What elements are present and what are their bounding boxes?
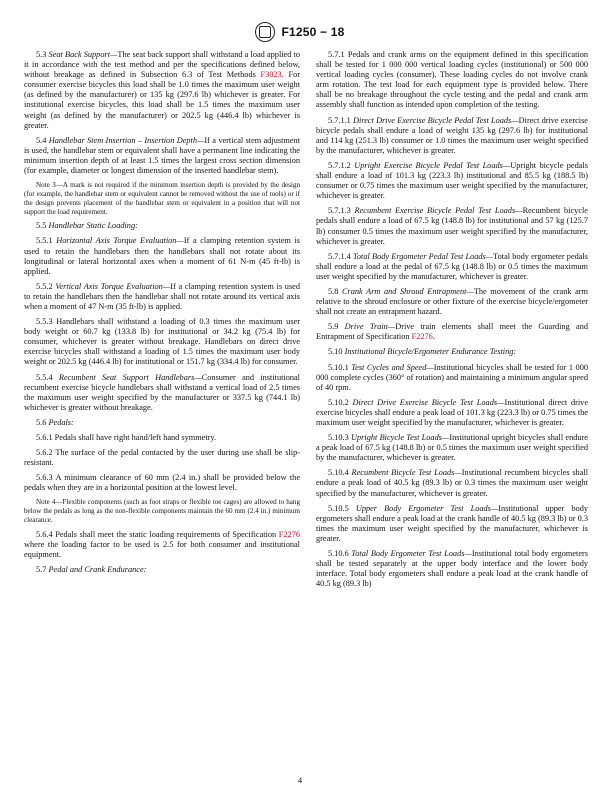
section-number: 5.7.1.3 [328, 206, 351, 216]
section-text: A minimum clearance of 60 mm (2.4 in.) shall be provided below the pedals when they are in a horizontal position at the lowest level. [24, 473, 300, 493]
section-number: 5.8 [328, 286, 339, 296]
section-text: If a clamping retention system is used to retain the handlebars then the handlebars shall not rotate about its longitudinal or lateral horizontal axes when a moment of 61 N-m (45 ft-lb) is applied. [24, 236, 300, 276]
section-title: Upright Exercise Bicycle Pedal Test Loads— [354, 160, 511, 170]
section-text: Drive train elements shall meet the Guarding and Entrapment of Specification [316, 322, 588, 342]
section-5-7-1-3 [316, 206, 588, 246]
section-text: The movement of the crank arm relative to the shroud enclosure or other fixture of the exercise bicycle/ergometer shall not create an entrapment hazard. [316, 286, 588, 317]
standard-reference-link[interactable]: F2276 [278, 529, 300, 539]
section-text: Upright bicycle pedals shall endure a load of 101.3 kg (223.3 lb) institutional and 85.5 kg (188.5 lb) consumer or 0.75 times the maximum user weight specified by the manufacturer, whichever is greater. [316, 160, 588, 201]
section-number: 5.10.5 [328, 503, 349, 513]
section-text: If a vertical stem adjustment is used, the handlebar stem or equivalent shall have a permanent line indicating the minimum insertion depth of at least 1.5 times the largest cross section dimension (for example, diameter or longest dimension of the inserted handlebar stem). [24, 135, 300, 176]
section-number: 5.6.3 [36, 473, 53, 483]
section-5-5-3 [24, 317, 300, 367]
section-number: 5.3 [36, 50, 47, 59]
section-title: Total Body Ergometer Test Loads— [351, 549, 472, 559]
section-number: 5.7.1 [328, 50, 345, 59]
section-text-continued: . For consumer exercise bicycles this load shall be 1.0 times the maximum user weight (as defined by the manufacturer) or 135 kg (297.6 lb) whichever is greater. For institutional exercise bicycles, this load shall be 1.5 times the maximum user weight (as defined by the manufacturer) or 202.5 kg (446.4 lb) whichever is greater. [24, 70, 300, 130]
section-title: Direct Drive Exercise Bicycle Pedal Test Loads— [353, 115, 519, 125]
section-text: Consumer and institutional recumbent exercise bicycle handlebars shall withstand a vertical load of 2.5 times the maximum user weight specified by the manufacturer or 337.5 kg (744.1 lb) whichever is greater without breakage. [24, 372, 300, 412]
section-5-7 [24, 565, 300, 575]
section-number: 5.5.2 [36, 281, 53, 291]
section-number: 5.10 [328, 347, 343, 357]
section-title: Vertical Axis Torque Evaluation— [55, 281, 171, 291]
section-number: 5.7.1.4 [328, 251, 351, 261]
section-5-6-4 [24, 530, 300, 560]
section-number: 5.10.1 [328, 362, 349, 372]
section-5-10-3 [316, 433, 588, 463]
left-column [24, 50, 300, 580]
section-number: 5.5.1 [36, 236, 53, 246]
astm-logo-icon [255, 22, 275, 42]
section-text-continued: where the loading factor to be used is 2.5 for both consumer and institutional equipment. [24, 539, 300, 560]
section-5-5-2 [24, 282, 300, 312]
section-5-10-1 [316, 363, 588, 393]
section-number: 5.6.2 [36, 448, 53, 458]
note-note3: Note 3—A mark is not required if the minimum insertion depth is provided by the design (for example, the handlebar stem or equivalent cannot be removed without the use of tools) or if the design prevents placement of the handlebar stem or equivalent in a position that will not support the load requirement. [24, 181, 300, 216]
section-text: Institutional upper body ergometers shall endure a peak load at the crank handle of 40.5 kg (89.3 lb) or 0.3 times the maximum user weight specified by the manufacturer, whichever is greater. [316, 503, 589, 543]
section-5-3 [24, 50, 300, 131]
section-5-9 [316, 322, 588, 342]
section-text: Institutional recumbent bicycles shall endure a peak load of 40.5 kg (89.3 lb) or 0.3 times the maximum user weight specified by the manufacturer, whichever is greater. [316, 468, 589, 498]
section-text: Total body ergometer pedals shall endure a load at the pedal of 67.5 kg (148.8 lb) or 0.5 times the maximum user weight specified by the manufacturer, whichever is greater. [316, 251, 588, 281]
standard-reference-link[interactable]: F3023 [260, 70, 282, 80]
section-text-continued: . [432, 332, 435, 342]
section-number: 5.6 [36, 417, 47, 427]
section-text: Recumbent bicycle pedals shall endure a load of 67.5 kg (148.8 lb) for institutional and 57 kg (125.7 lb) consumer 0.5 times the maximum user weight specified by the manufacturer, whichever is greater. [316, 206, 588, 246]
section-number: 5.10.4 [328, 468, 349, 478]
section-5-10 [316, 347, 588, 357]
section-5-7-1-2 [316, 161, 588, 201]
section-text: Institutional total body ergometers shall be tested separately at the upper body interface and the lower body interface. Total body ergometers shall endure a peak load at the crank handle of 40.5 kg (89.3 lb) [316, 549, 588, 589]
section-title: Pedals: [48, 417, 74, 427]
section-number: 5.10.3 [328, 433, 349, 443]
section-5-6-3 [24, 473, 300, 493]
section-5-6-2 [24, 448, 300, 468]
section-5-7-1-4 [316, 252, 588, 282]
section-title: Horizontal Axis Torque Evaluation— [56, 236, 184, 246]
section-title: Seat Back Support— [48, 50, 118, 59]
section-number: 5.6.1 [36, 433, 53, 442]
standard-designation: F1250 − 18 [281, 25, 345, 39]
section-title: Direct Drive Exercise Bicycle Test Loads— [352, 397, 505, 407]
section-5-5-1 [24, 236, 300, 276]
right-column [316, 50, 588, 594]
section-text: The surface of the pedal contacted by the user during use shall be slip-resistant. [24, 448, 300, 468]
section-5-5-4 [24, 373, 300, 413]
section-number: 5.5.3 [36, 317, 53, 327]
section-text: Institutional bicycles shall be tested for 1 000 000 complete cycles (360° of rotation) and maintaining a minimum angular speed of 40 rpm. [316, 362, 588, 392]
section-title: Crank Arm and Shroud Entrapment— [341, 286, 474, 296]
section-title: Upright Bicycle Test Loads— [351, 433, 450, 443]
section-number: 5.9 [328, 322, 339, 332]
section-5-5 [24, 221, 300, 231]
section-5-6 [24, 418, 300, 428]
page-header [0, 20, 600, 44]
section-text: Pedals shall meet the static loading requirements of Specification [55, 529, 279, 539]
section-title: Upper Body Ergometer Test Loads— [355, 503, 499, 513]
section-title: Recumbent Exercise Bicycle Pedal Test Loads— [354, 206, 523, 216]
section-number: 5.5 [36, 221, 47, 231]
section-number: 5.6.4 [36, 529, 53, 539]
section-text: Institutional direct drive exercise bicycles shall endure a peak load of 101.3 kg (223.3 lb) or 0.75 times the maximum user weight specified by the manufacturer, whichever is greater. [316, 397, 589, 427]
section-title: Handlebar Stem Insertion – Insertion Depth— [48, 135, 205, 145]
section-title: Institutional Bicycle/Ergometer Endurance Testing: [344, 347, 517, 357]
section-title: Handlebar Static Loading: [48, 221, 138, 231]
page-number: 4 [297, 775, 303, 785]
section-5-6-1 [24, 433, 300, 443]
section-5-7-1 [316, 50, 588, 111]
section-text: Direct drive exercise bicycle pedals shall endure a load of weight 135 kg (297.6 lb) for institutional and 114 kg (251.3 lb) consumer or 1.0 times the maximum user weight specified by the manufacturer, whichever is greater. [316, 115, 588, 155]
section-title: Drive Train— [344, 322, 396, 332]
section-text: Institutional upright bicycles shall endure a peak load of 67.5 kg (148.8 lb) or 0.5 times the maximum user weight specified by the manufacturer, whichever is greater. [316, 433, 588, 463]
section-text: The seat back support shall withstand a load applied to it in accordance with the test method and per the specifications defined below, without breakage as defined in Subsection 6.3 of Test Methods [24, 50, 301, 80]
note-note4: Note 4—Flexible components (such as foot straps or flexible toe cages) are allowed to hang below the pedals as long as the non-flexible components maintain the 60 mm (2.4 in.) minimum clearance. [24, 498, 300, 525]
section-5-4 [24, 136, 300, 176]
section-text: Pedals and crank arms on the equipment defined in this specification shall be tested for 1 000 000 vertical loading cycles (institutional) or 500 000 vertical loading cycles (consumer). These loading cycles do not involve crank arm rotation. The test load for each equipment type is provided below. There shall be no breakage throughout the cycle testing and the pedal and crank arm assembly shall function as intended upon completion of the testing. [316, 50, 588, 110]
section-5-10-4 [316, 468, 588, 498]
section-title: Pedal and Crank Endurance: [48, 565, 147, 575]
section-5-10-6 [316, 549, 588, 589]
section-5-7-1-1 [316, 116, 588, 156]
section-title: Total Body Ergometer Pedal Test Loads— [353, 251, 494, 261]
section-text: Handlebars shall withstand a loading of 0.3 times the maximum user body weight or 60.7 kg (133.8 lb) for institutional or 34.2 kg (75.4 lb) for consumer, whichever is greater without breakage. Handlebars on direct drive exercise bicycles shall withstand a loading of 1.5 times the maximum user body weight or 202.5 kg (446.4 lb) for institutional or 151.7 kg (334.4 lb) for consumer. [24, 317, 301, 367]
standard-reference-link[interactable]: F2276 [411, 332, 433, 342]
section-number: 5.7 [36, 565, 47, 575]
section-5-10-2 [316, 398, 588, 428]
section-number: 5.7.1.1 [328, 115, 351, 125]
section-title: Recumbent Bicycle Test Loads— [351, 468, 462, 478]
section-text: If a clamping retention system is used to retain the handlebars then the handlebar shall not rotate around its vertical axis when a moment of 47 N-m (35 ft-lb) is applied. [24, 281, 301, 311]
section-number: 5.10.6 [328, 549, 349, 559]
section-5-8 [316, 287, 588, 317]
section-title: Recumbent Seat Support Handlebars— [58, 372, 202, 382]
section-number: 5.5.4 [36, 372, 53, 382]
section-number: 5.10.2 [328, 397, 349, 407]
section-5-10-5 [316, 504, 588, 544]
section-number: 5.4 [36, 135, 47, 145]
section-title: Test Cycles and Speed— [351, 362, 434, 372]
section-number: 5.7.1.2 [328, 160, 351, 170]
section-text: Pedals shall have right hand/left hand symmetry. [54, 433, 217, 442]
